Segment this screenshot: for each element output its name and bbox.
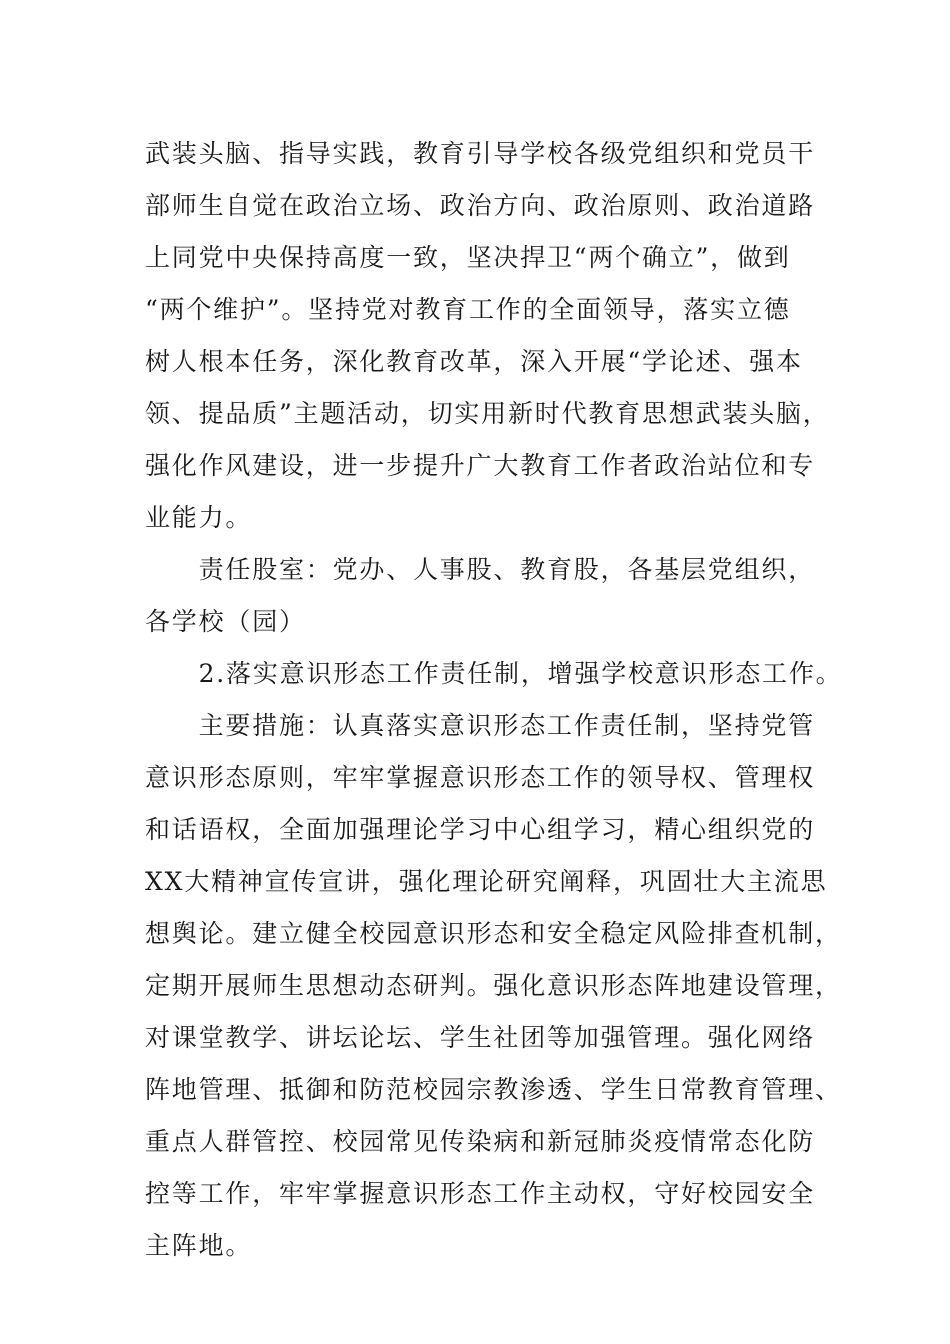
- text-line: “两个维护”。坚持党对教育工作的全面领导，落实立德: [145, 295, 791, 324]
- measures-line: 主要措施：认真落实意识形态工作责任制，坚持党管: [145, 711, 816, 740]
- text-line: 上同党中央保持高度一致，坚决捍卫“两个确立”，做到: [145, 243, 791, 272]
- text-line: 强化作风建设，进一步提升广大教育工作者政治站位和专: [145, 451, 816, 480]
- text-line: 定期开展师生思想动态研判。强化意识形态阵地建设管理，: [145, 971, 842, 1000]
- text-line: 重点人群管控、校园常见传染病和新冠肺炎疫情常态化防: [145, 1127, 816, 1156]
- text-line: 控等工作，牢牢掌握意识形态工作主动权，守好校园安全: [145, 1179, 816, 1208]
- text-line: 武装头脑、指导实践，教育引导学校各级党组织和党员干: [145, 139, 816, 168]
- responsible-dept-line: 各学校（园）: [145, 607, 306, 636]
- document-body: [145, 128, 843, 1272]
- text-line: 阵地管理、抵御和防范校园宗教渗透、学生日常教育管理、: [145, 1075, 842, 1104]
- section-heading: 2.落实意识形态工作责任制，增强学校意识形态工作。: [145, 659, 843, 688]
- text-line: 领、提品质”主题活动，切实用新时代教育思想武装头脑，: [145, 399, 830, 428]
- text-line: XX大精神宣传宣讲，强化理论研究阐释，巩固壮大主流思: [145, 867, 828, 896]
- text-line: 业能力。: [145, 503, 253, 532]
- text-line: 和话语权，全面加强理论学习中心组学习，精心组织党的: [145, 815, 816, 844]
- text-line: 对课堂教学、讲坛论坛、学生社团等加强管理。强化网络: [145, 1023, 816, 1052]
- text-line: 主阵地。: [145, 1231, 253, 1260]
- text-line: 想舆论。建立健全校园意识形态和安全稳定风险排查机制，: [145, 919, 842, 948]
- text-line: 部师生自觉在政治立场、政治方向、政治原则、政治道路: [145, 191, 816, 220]
- text-line: 意识形态原则，牢牢掌握意识形态工作的领导权、管理权: [145, 763, 816, 792]
- text-line: 树人根本任务，深化教育改革，深入开展“学论述、强本: [145, 347, 803, 376]
- responsible-dept-line: 责任股室：党办、人事股、教育股，各基层党组织，: [145, 555, 816, 584]
